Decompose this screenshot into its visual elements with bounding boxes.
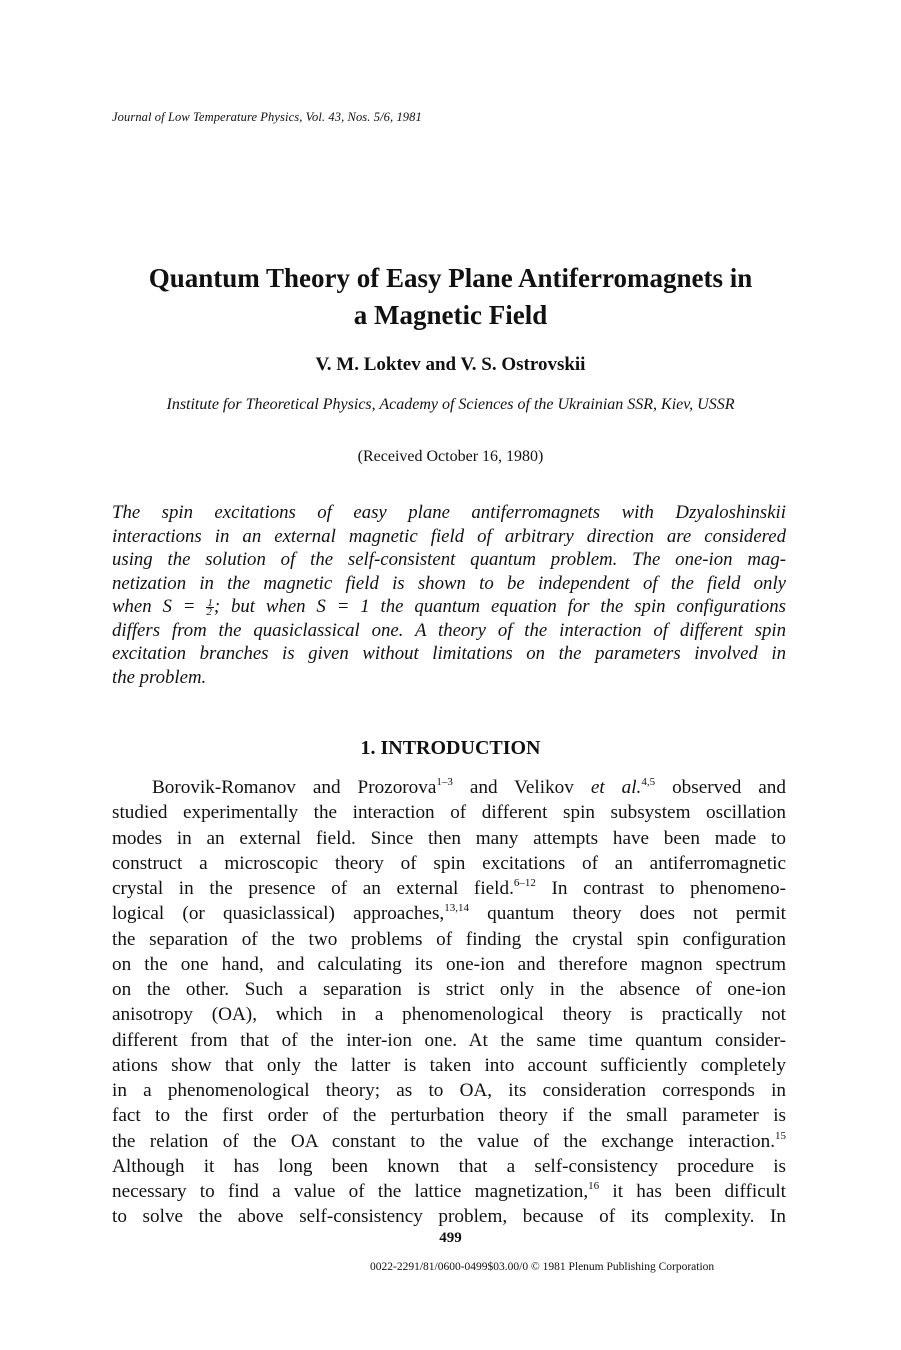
citation-ref: 4,5 bbox=[641, 776, 656, 788]
abstract-line: the problem. bbox=[112, 666, 207, 688]
body-line: construct a microscopic theory of spin excitations of an antiferromagnetic bbox=[112, 852, 786, 874]
fraction-denominator: 2 bbox=[206, 606, 212, 619]
body-line bbox=[112, 775, 786, 800]
body-text-span: crystal in the presence of an external field. bbox=[112, 878, 514, 899]
citation-ref: 13,14 bbox=[444, 902, 469, 915]
body-text-span: necessary to find a value of the lattice magnetization, bbox=[112, 1181, 589, 1202]
abstract-text: when S = bbox=[112, 596, 207, 617]
received-date: (Received October 16, 1980) bbox=[357, 448, 544, 465]
authors: V. M. Loktev and V. S. Ostrovskii bbox=[315, 354, 586, 375]
body-line: fact to the first order of the perturbation theory if the small parameter is bbox=[112, 1105, 786, 1127]
body-line: the separation of the two problems of finding the crystal spin configuration bbox=[112, 928, 786, 950]
body-text-span: In contrast to phenomeno- bbox=[535, 878, 786, 899]
citation-ref: 15 bbox=[775, 1129, 786, 1142]
title-line-2: a Magnetic Field bbox=[353, 300, 548, 330]
abstract-line bbox=[112, 595, 786, 619]
body-text-span: logical (or quasiclassical) approaches, bbox=[112, 903, 445, 925]
body-line: studied experimentally the interaction of different spin subsystem oscillation bbox=[112, 802, 786, 824]
body-line: Although it has long been known that a self-consistency procedure is bbox=[112, 1155, 786, 1177]
citation-ref: 1–3 bbox=[436, 776, 453, 788]
body-line: ations show that only the latter is taken into account sufficiently completely bbox=[112, 1054, 786, 1076]
abstract-line: The spin excitations of easy plane antiferromagnets with Dzyaloshinskii bbox=[112, 502, 786, 523]
abstract-line: differs from the quasiclassical one. A theory of the interaction of different spin bbox=[112, 619, 786, 641]
body-text-span: the relation of the OA constant to the value of the exchange interaction. bbox=[112, 1130, 775, 1152]
body-text-span: it has been difficult bbox=[599, 1181, 786, 1202]
body-line: different from that of the inter-ion one. At the same time quantum consider- bbox=[112, 1029, 786, 1051]
journal-citation: Journal of Low Temperature Physics, Vol. 43, Nos. 5/6, 1981 bbox=[112, 110, 422, 124]
body-line: on the one hand, and calculating its one-ion and therefore magnon spectrum bbox=[112, 953, 786, 975]
section-heading: 1. INTRODUCTION bbox=[360, 737, 541, 759]
abstract-line: excitation branches is given without limitations on the parameters involved in bbox=[112, 643, 786, 664]
body-line: modes in an external field. Since then many attempts have been made to bbox=[112, 827, 786, 849]
title-line-1: Quantum Theory of Easy Plane Antiferromagnets in bbox=[148, 263, 753, 293]
abstract-line: interactions in an external magnetic field of arbitrary direction are considered bbox=[112, 525, 786, 547]
page-number: 499 bbox=[439, 1230, 462, 1246]
body-text-italic: et al. bbox=[590, 777, 642, 798]
body-text-span: quantum theory does not permit bbox=[468, 903, 786, 925]
abstract-line: netization in the magnetic field is shown to be independent of the field only bbox=[112, 572, 786, 594]
fraction-numerator: 1 bbox=[207, 597, 213, 610]
body-line bbox=[112, 1179, 786, 1204]
citation-ref: 16 bbox=[588, 1180, 600, 1192]
body-line: in a phenomenological theory; as to OA, its consideration corresponds in bbox=[112, 1080, 786, 1101]
body-line: to solve the above self-consistency problem, because of its complexity. In bbox=[112, 1206, 786, 1228]
body-text-span: and Velikov bbox=[452, 777, 591, 798]
citation-ref: 6–12 bbox=[513, 877, 536, 889]
body-line: on the other. Such a separation is strict only in the absence of one-ion bbox=[112, 979, 786, 1000]
copyright-line: 0022-2291/81/0600-0499$03.00/0 © 1981 Plenum Publishing Corporation bbox=[370, 1261, 715, 1273]
body-line bbox=[112, 1129, 786, 1154]
body-line bbox=[112, 876, 786, 901]
body-text-span: Borovik-Romanov and Prozorova bbox=[152, 777, 437, 798]
abstract-text: ; but when S = 1 the quantum equation for the spin configurations bbox=[213, 596, 786, 617]
body-line: anisotropy (OA), which in a phenomenological theory is practically not bbox=[112, 1004, 786, 1026]
fraction bbox=[206, 597, 214, 619]
body-line bbox=[112, 901, 786, 926]
institution: Institute for Theoretical Physics, Academy of Sciences of the Ukrainian SSR, Kiev, USSR bbox=[166, 396, 735, 413]
body-text bbox=[112, 775, 786, 1230]
abstract bbox=[112, 501, 786, 689]
abstract-line: using the solution of the self-consistent quantum problem. The one-ion mag- bbox=[112, 549, 786, 570]
body-text-span: observed and bbox=[655, 777, 786, 798]
paper-title bbox=[60, 260, 841, 334]
